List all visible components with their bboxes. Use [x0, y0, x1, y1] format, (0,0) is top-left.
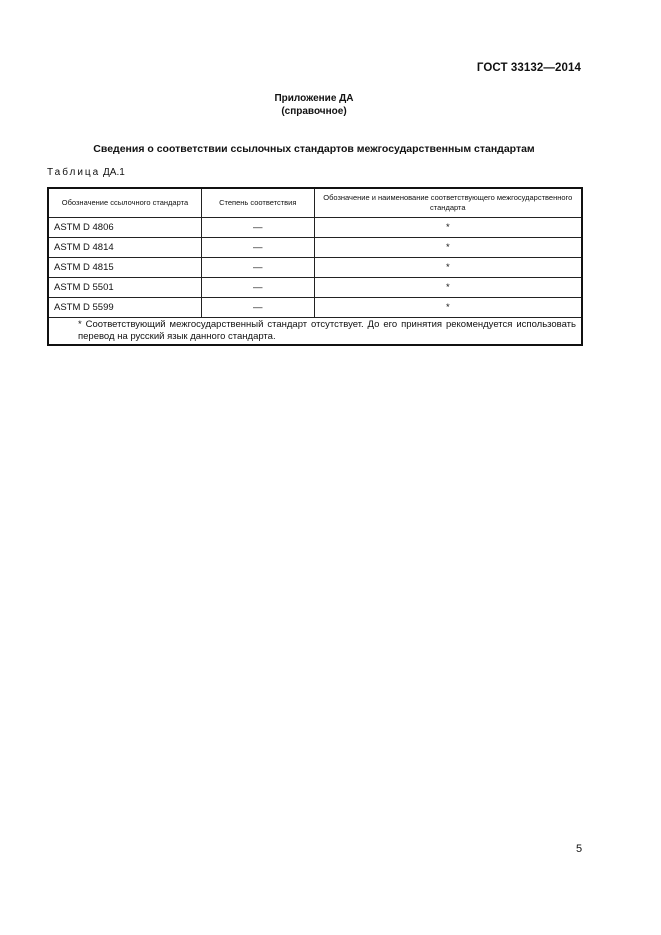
table-row — [48, 218, 582, 238]
table-caption-number: ДА.1 — [103, 167, 125, 178]
table-row — [48, 278, 582, 298]
document-standard-id: ГОСТ 33132—2014 — [476, 62, 581, 74]
reference-standard-cell: ASTM D 4806 — [48, 218, 201, 238]
reference-standard-cell: ASTM D 4815 — [48, 258, 201, 278]
interstate-standard-cell: * — [314, 298, 582, 318]
table-row — [48, 298, 582, 318]
table-note-text: * Соответствующий межгосударственный стандарт отсутствует. До его принятия рекомендуется использовать перевод на русский язык данного стандарта. — [78, 319, 576, 342]
compliance-degree-cell: — — [201, 238, 314, 258]
table-note-cell — [48, 318, 582, 346]
interstate-standard-cell: * — [314, 218, 582, 238]
interstate-standard-cell: * — [314, 238, 582, 258]
compliance-degree-cell: — — [201, 278, 314, 298]
column-header-compliance-degree: Степень соответствия — [201, 188, 314, 218]
reference-standard-cell: ASTM D 5501 — [48, 278, 201, 298]
annex-heading — [0, 93, 628, 118]
interstate-standard-cell: * — [314, 258, 582, 278]
compliance-degree-cell: — — [201, 258, 314, 278]
section-title: Сведения о соответствии ссылочных стандартов межгосударственным стандартам — [93, 143, 535, 155]
reference-standards-table — [47, 187, 583, 346]
reference-standard-cell: ASTM D 5599 — [48, 298, 201, 318]
table-caption-word: Таблица — [47, 167, 101, 178]
table-header-row — [48, 188, 582, 218]
reference-standard-cell: ASTM D 4814 — [48, 238, 201, 258]
table-note-row — [48, 318, 582, 346]
interstate-standard-cell: * — [314, 278, 582, 298]
table-row — [48, 258, 582, 278]
table-row — [48, 238, 582, 258]
annex-status: (справочное) — [281, 105, 347, 117]
compliance-degree-cell: — — [201, 298, 314, 318]
page-number: 5 — [576, 843, 583, 855]
table-caption — [47, 167, 125, 178]
column-header-interstate-standard: Обозначение и наименование соответствующего межгосударственного стандарта — [314, 188, 582, 218]
compliance-degree-cell: — — [201, 218, 314, 238]
column-header-reference-standard: Обозначение ссылочного стандарта — [48, 188, 201, 218]
annex-title: Приложение ДА — [274, 93, 354, 104]
